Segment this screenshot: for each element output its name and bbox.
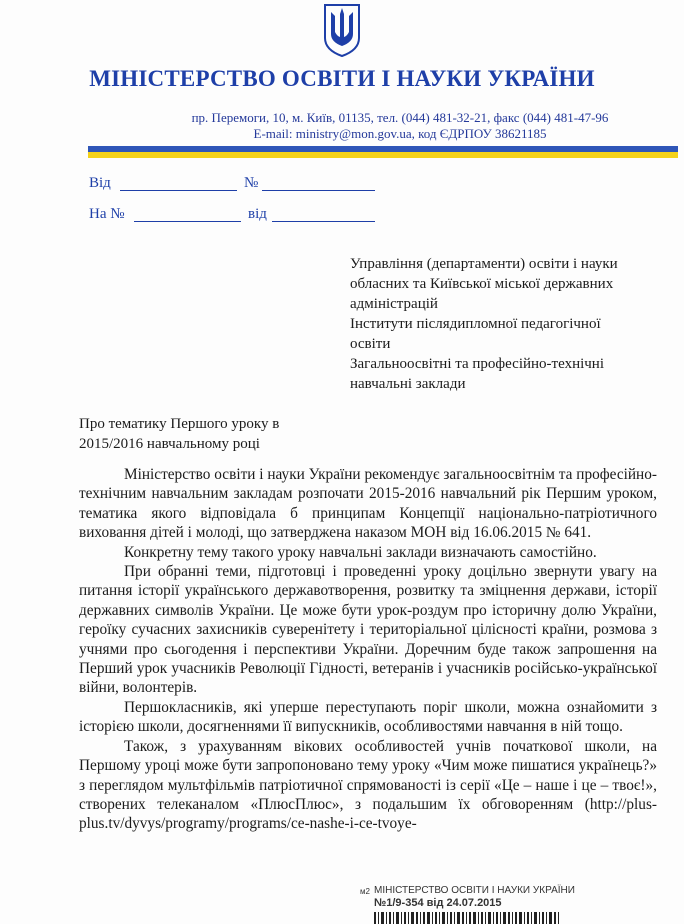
letter-body: [79, 465, 657, 834]
recipient-line: Інститути післядипломної педагогічної: [350, 316, 601, 332]
ref-number-label: №: [244, 175, 259, 191]
body-paragraph: Першокласників, які уперше переступають поріг школи, можна ознайомити з історією школи, досягненнями її випускників, особливостями навчання в ній тощо.: [79, 698, 657, 736]
ref-from-label: Від: [89, 175, 111, 191]
ref-reply-date-label: від: [248, 206, 267, 222]
letter-subject: [79, 414, 339, 454]
body-paragraph: Міністерство освіти і науки України рекомендує загальноосвітнім та професійно-технічним навчальним закладам розпочати 2015-2016 навчальний рік Першим уроком, тематика якого відповідала б принципам Концепції національно-патріотичного виховання дітей і молоді, що затверджена наказом МОН від 16.06.2015 № 641.: [79, 466, 657, 542]
ministry-title: МІНІСТЕРСТВО ОСВІТИ І НАУКИ УКРАЇНИ: [89, 66, 595, 91]
recipient-line: Управління (департаменти) освіти і науки: [350, 256, 618, 272]
recipients-block: [350, 254, 670, 394]
address-line: пр. Перемоги, 10, м. Київ, 01135, тел. (044) 481-32-21, факс (044) 481-47-96: [191, 110, 609, 125]
ref-number-line: [262, 190, 375, 191]
subject-line: Про тематику Першого уроку в: [79, 416, 280, 432]
stamp-organization: МІНІСТЕРСТВО ОСВІТИ І НАУКИ УКРАЇНИ: [374, 885, 575, 896]
barcode-icon: [374, 912, 560, 924]
stamp-prefix: м2: [360, 887, 370, 896]
body-paragraph: Також, з урахуванням вікових особливостей учнів початкової школи, на Першому уроці може бути запропоновано тему уроку «Чим може пишатися українець?» з переглядом мультфільмів патріотичної спрямованості із серії «Це – наше і це – твоє!», створених телеканалом «ПлюсПлюс», з подальшим їх обговоренням (http://plus-plus.tv/dyvys/programy/programs/ce-nashe-i-ce-tvoye-: [79, 737, 657, 833]
body-paragraph: Конкретну тему такого уроку навчальні заклади визначають самостійно.: [124, 543, 597, 561]
stamp-registration-number: №1/9-354 від 24.07.2015: [374, 897, 502, 909]
recipient-line: освіти: [350, 336, 391, 352]
letterhead-stripe-yellow: [88, 152, 678, 158]
contact-line: E-mail: ministry@mon.gov.ua, код ЄДРПОУ 38621185: [253, 126, 547, 141]
recipient-line: Загальноосвітні та професійно-технічні: [350, 356, 604, 372]
ref-reply-number-line: [134, 221, 241, 222]
registration-stamp: [360, 884, 575, 924]
recipient-line: обласних та Київської міської державних: [350, 276, 614, 292]
body-paragraph: При обранні теми, підготовці і проведенні уроку доцільно звернути увагу на питання історії українського державотворення, розвитку та зміцнення держави, історії державних символів України. Це може бути урок-роздум про історичну долю України, героїку сучасних захисників суверенітету і територіальної цілісності країни, розмова з учнями про сьогодення і перспективи України. Доречним буде також запрошення на Перший урок учасників Революції Гідності, ветеранів і учасників російсько-української війни, волонтерів.: [79, 563, 657, 697]
recipient-line: навчальні заклади: [350, 376, 466, 392]
trident-coat-of-arms-icon: [322, 2, 362, 58]
subject-line: 2015/2016 навчальному році: [79, 436, 260, 452]
ref-reply-label: На №: [89, 206, 125, 222]
ref-date-line: [120, 190, 237, 191]
recipient-line: адміністрацій: [350, 296, 438, 312]
ref-reply-date-line: [272, 221, 375, 222]
